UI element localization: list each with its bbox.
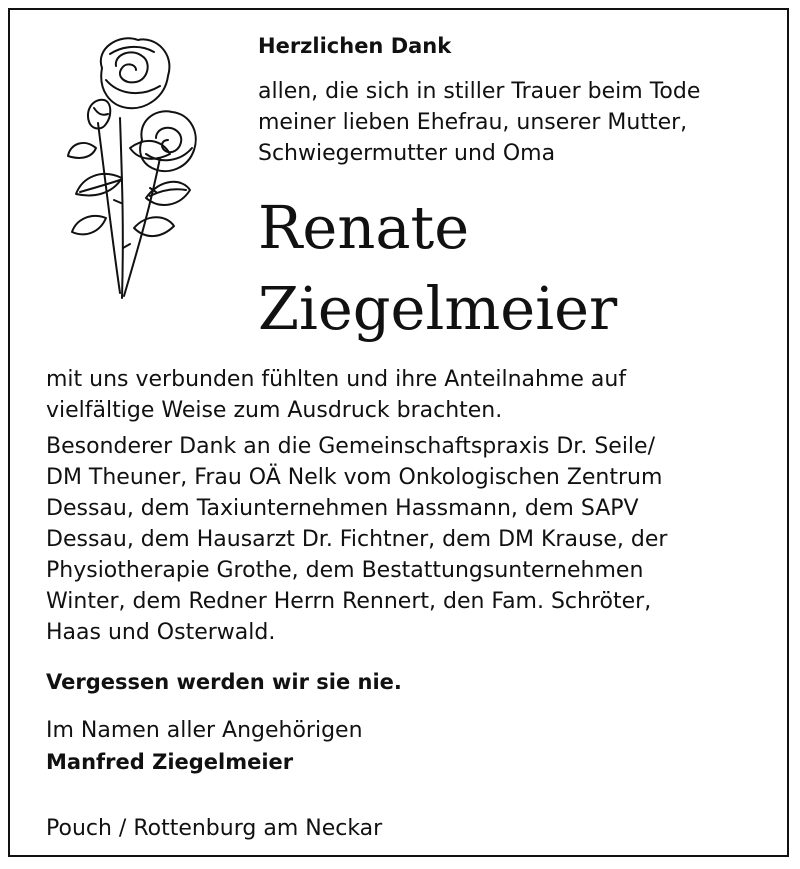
special-thanks-paragraph [46, 431, 667, 648]
signer-name: Manfred Ziegelmeier [46, 750, 294, 774]
obituary-notice [8, 8, 789, 857]
rose-icon [50, 28, 220, 308]
paragraph-line: vielfältige Weise zum Ausdruck brachten. [46, 398, 503, 423]
paragraph-line: mit uns verbunden fühlten und ihre Anteilnahme auf [46, 367, 627, 392]
intro-text [258, 76, 700, 169]
paragraph-line: Besonderer Dank an die Gemeinschaftspraxis Dr. Seile/ [46, 434, 655, 459]
closing-line: Vergessen werden wir sie nie. [46, 670, 402, 694]
paragraph-line: Winter, dem Redner Herrn Rennert, den Fam. Schröter, [46, 589, 652, 614]
paragraph-line: Haas und Osterwald. [46, 620, 276, 645]
thanks-paragraph [46, 364, 626, 426]
place-line: Pouch / Rottenburg am Neckar [46, 816, 383, 841]
deceased-first-name: Renate [258, 193, 470, 262]
paragraph-line: DM Theuner, Frau OÄ Nelk vom Onkologischen Zentrum [46, 465, 663, 490]
intro-line: allen, die sich in stiller Trauer beim Tode [258, 79, 701, 104]
deceased-last-name: Ziegelmeier [258, 274, 618, 343]
intro-line: meiner lieben Ehefrau, unserer Mutter, [258, 110, 688, 135]
paragraph-line: Physiotherapie Grothe, dem Bestattungsunternehmen [46, 558, 644, 583]
signoff: Im Namen aller Angehörigen [46, 718, 363, 743]
paragraph-line: Dessau, dem Hausarzt Dr. Fichtner, dem DM Krause, der [46, 527, 668, 552]
intro-line: Schwiegermutter und Oma [258, 141, 556, 166]
heading: Herzlichen Dank [258, 34, 452, 58]
paragraph-line: Dessau, dem Taxiunternehmen Hassmann, dem SAPV [46, 496, 639, 521]
